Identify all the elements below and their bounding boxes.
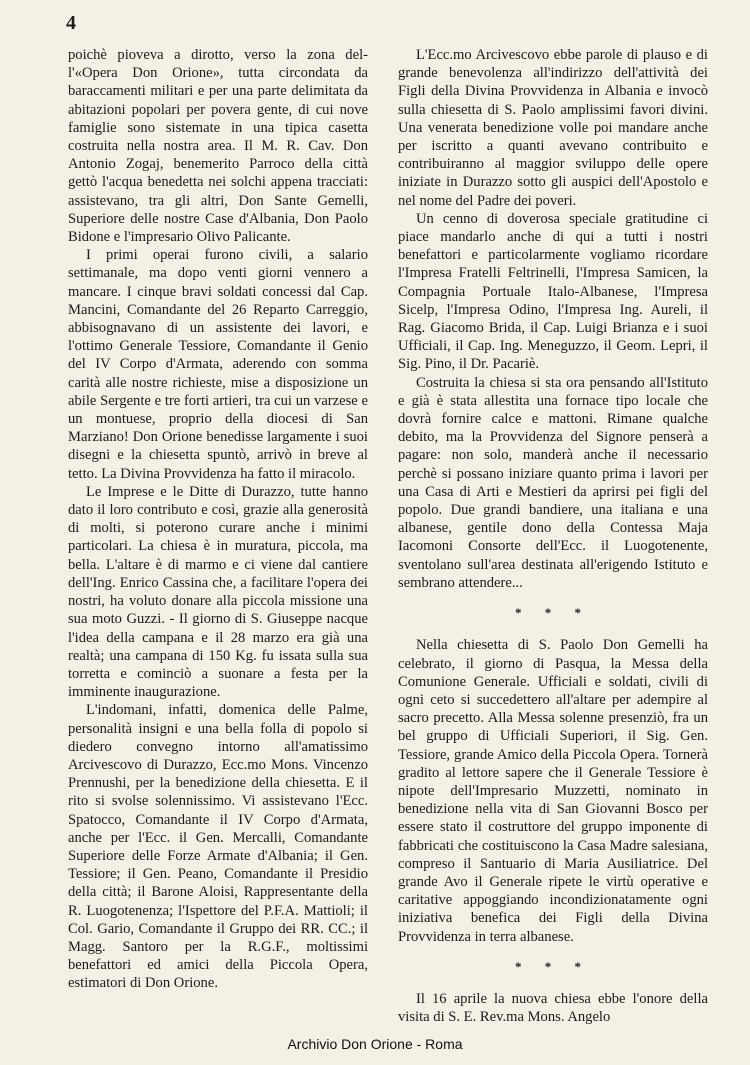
paragraph: L'indomani, infatti, domenica delle Palme, personalità insigni e una bella folla di popolo si diedero convegno intorno all'amatissimo Arcivescovo di Durazzo, Ecc.mo Mons. Vincenzo Prennushi, per la benedizione della chiesetta. E il rito si svolse solennissimo. Vi assistevano l'Ecc. Spatocco, Comandante il IV Corpo d'Armata, anche per l'Ecc. il Gen. Mercalli, Comandante Superiore delle Forze Armate d'Albania; il Gen. Tessiore; il Gen. Peano, Comandante il Presidio della città; il Barone Aloisi, Rappresentante della R. Luogotenenza; l'Ispettore del P.F.A. Mattioli; il Col. Gario, Comandante il Gruppo dei RR. CC.; il Magg. Santoro per la R.G.F., moltissimi benefattori ed amici della Piccola Opera, estimatori di Don Orione. [68,702,368,992]
paragraph: L'Ecc.mo Arcivescovo ebbe parole di plauso e di grande benevolenza all'indirizzo dell'attività dei Figli della Divina Provvidenza in Albania e invocò sulla chiesetta di S. Paolo amplissimi favori divini. Una venerata benedizione volle poi mandare anche per iscritto a quanti avevano contribuito e contribuiranno al maggior sviluppo delle opere iniziate in Durazzo sotto gli auspici dell'Apostolo e nel nome del Padre dei poveri. [398,47,708,209]
paragraph: Nella chiesetta di S. Paolo Don Gemelli ha celebrato, il giorno di Pasqua, la Messa della Comunione Generale. Ufficiali e soldati, civili di ogni ceto si succedettero all'altare per adempire al sacro precetto. Alla Messa solenne presenziò, fra un bel gruppo di Ufficiali Superiori, il Sig. Gen. Tessiore, grande Amico della Piccola Opera. Tornerà gradito al lettore sapere che il Generale Tessiore è nipote dell'Impresario Muzzetti, nominato in benedizione nella vita di San Giovanni Bosco per essere stato il costruttore del gruppo imponente di fabbricati che costituiscono la Casa Madre salesiana, compreso il Santuario di Maria Ausiliatrice. Del grande Avo il Generale ripete le virtù operative e caritative appoggiando incondizionatamente ogni iniziativa benefica dei Figli della Divina Provvidenza in terra albanese. [398,637,708,945]
archive-footer: Archivio Don Orione - Roma [287,1036,463,1052]
paragraph: poichè pioveva a dirotto, verso la zona del-l'«Opera Don Orione», tutta circondata da baraccamenti militari e per una parte delimitata da abitazioni popolari per povera gente, di cui nove famiglie sono sistemate in una tipica casetta costruita nella nostra area. Il M. R. Cav. Don Antonio Zogaj, benemerito Parroco della città gettò l'acqua benedetta nei solchi appena tracciati: assistevano, tra gli altri, Don Sante Gemelli, Superiore delle nostre Case d'Albania, Don Paolo Bidone e l'impresario Olivo Palicante. [68,47,368,246]
right-column [398,46,708,1026]
paragraph: Un cenno di doverosa speciale gratitudine ci piace mandarlo anche di qui a tutti i nostri benefattori e particolarmente vogliamo ricordare l'Impresa Fratelli Feltrinelli, l'Impresa Samicen, la Compagnia Portuale Italo-Albanese, l'Impresa Sicelp, l'Impresa Odino, l'Impresa Ing. Aureli, il Rag. Giacomo Brida, il Cap. Luigi Brianza e i suoi Ufficiali, il Cap. Ing. Meneguzzo, il Geom. Lepri, il Sig. Pino, il Dr. Pacariè. [398,210,708,373]
left-column [68,46,368,993]
paragraph: I primi operai furono civili, a salario settimanale, ma dopo venti giorni vennero a mancare. I cinque bravi soldati concessi dal Cap. Mancini, Comandante del 26 Reparto Carreggio, abbisognavano di un assistente dei lavori, e l'ottimo Generale Tessiore, Comandante il Genio del IV Corpo d'Armata, aderendo con somma carità alle nostre richieste, mise a disposizione un abile Sergente e tre forti artieri, tra cui un varzese e un montuese, proprio della diocesi di San Marziano! Don Orione benedisse largamente i suoi disegni e la chiesetta spuntò, arrivò in breve al tetto. La Divina Provvidenza ha fatto il miracolo. [68,247,368,482]
paragraph: Il 16 aprile la nuova chiesa ebbe l'onore della visita di S. E. Rev.ma Mons. Angelo [398,990,708,1026]
paragraph: Costruita la chiesa si sta ora pensando all'Istituto e già è stata allestita una fornace tipo locale che dovrà fornire calce e mattoni. Rimane qualche debito, ma la Provvidenza del Signore penserà a pagare: non solo, manderà anche il necessario perchè si possano iniziare quanto prima i lavori per una Casa di Arti e Mestieri da aprirsi pei figli del popolo. Due grandi bandiere, una italiana e una albanese, gentile dono della Contessa Maja Iacomoni Consorte dell'Ecc. il Luogotenente, sventolano sull'area destinata all'erigendo Istituto e sembrano attendere... [398,374,708,591]
paragraph: Le Imprese e le Ditte di Durazzo, tutte hanno dato il loro contributo e così, grazie alla generosità di molti, si poterono curare anche i minimi particolari. La chiesa è in muratura, piccola, ma bella. L'altare è di marmo e ci viene dal cantiere dell'Ing. Enrico Cassina che, a facilitare l'opera dei nostri, ha voluto donare alla piccola missione una sua moto Guzzi. - Il giorno di S. Giuseppe nacque l'idea della campana e il 28 marzo era già una realtà; una campana di 150 Kg. fu issata sulla sua torretta e cominciò a suonare a festa per la imminente inaugurazione. [68,483,368,701]
page-number: 4 [66,12,76,34]
section-separator: * * * [515,605,591,621]
section-separator: * * * [515,958,591,974]
